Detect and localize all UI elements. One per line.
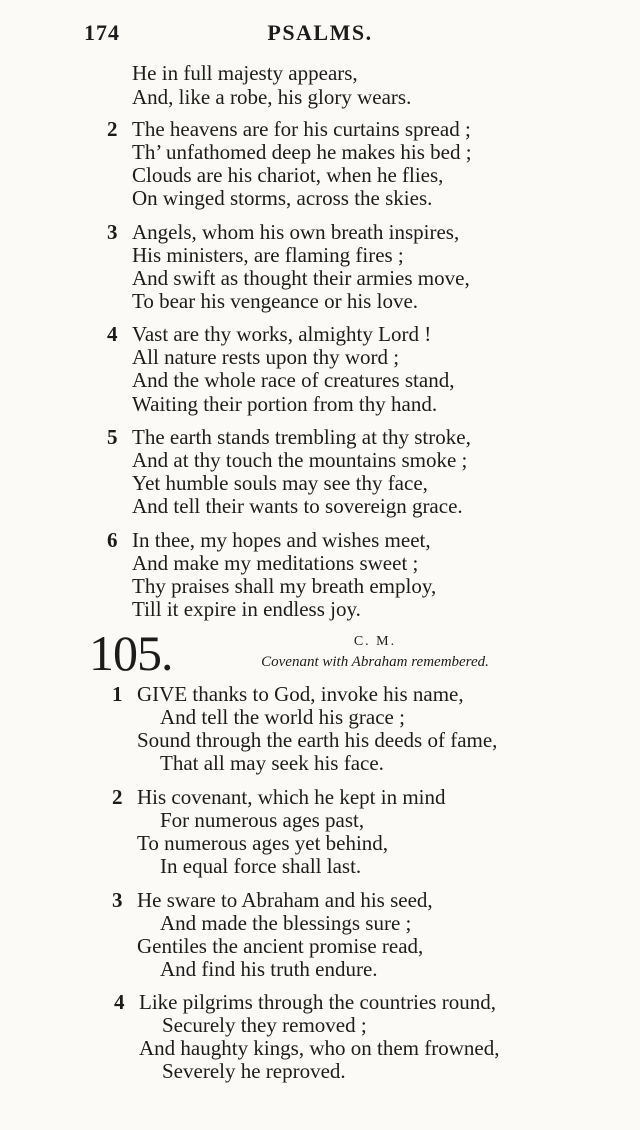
verse-line: And swift as thought their armies move, [132, 266, 470, 290]
verse-line: All nature rests upon thy word ; [132, 345, 400, 369]
verse-line: On winged storms, across the skies. [132, 186, 433, 210]
verse-line: And find his truth endure. [160, 957, 378, 981]
verse-line: And make my meditations sweet ; [132, 551, 419, 575]
verse-line: The heavens are for his curtains spread ; [132, 117, 471, 141]
stanza-number: 4 [107, 322, 118, 346]
page-header [0, 20, 640, 50]
verse-line: Clouds are his chariot, when he flies, [132, 163, 444, 187]
hymn-number: 105. [89, 625, 173, 681]
verse-line: For numerous ages past, [160, 808, 365, 832]
verse-line: To bear his vengeance or his love. [132, 289, 419, 313]
verse-line: Thy praises shall my breath employ, [132, 574, 437, 598]
verse-line: He in full majesty appears, [132, 61, 358, 85]
verse-line: Angels, whom his own breath inspires, [132, 220, 460, 244]
stanza-number: 3 [107, 220, 118, 244]
verse-line: Waiting their portion from thy hand. [132, 392, 438, 416]
hymn-title: Covenant with Abraham remembered. [261, 654, 489, 670]
stanza-number: 2 [107, 117, 118, 141]
verse-line: Th’ unfathomed deep he makes his bed ; [132, 140, 472, 164]
verse-line: Severely he reproved. [162, 1059, 346, 1083]
stanza-number: 2 [112, 785, 123, 809]
verse-line: And made the blessings sure ; [160, 911, 412, 935]
stanza-number: 6 [107, 528, 118, 552]
verse-line: And, like a robe, his glory wears. [132, 85, 412, 109]
verse-line: Sound through the earth his deeds of fame, [137, 728, 498, 752]
verse-line: Like pilgrims through the countries round, [139, 990, 496, 1014]
verse-line: The earth stands trembling at thy stroke, [132, 425, 471, 449]
running-title: PSALMS. [267, 20, 373, 45]
verse-line: Gentiles the ancient promise read, [137, 934, 424, 958]
verse-line: He sware to Abraham and his seed, [137, 888, 433, 912]
verse-line: His covenant, which he kept in mind [137, 785, 446, 809]
verse-line: Securely they removed ; [162, 1013, 367, 1037]
verse-line: Vast are thy works, almighty Lord ! [132, 322, 432, 346]
stanza-number: 4 [114, 990, 125, 1014]
verse-line: And at thy touch the mountains smoke ; [132, 448, 468, 472]
page-number: 174 [84, 20, 120, 45]
verse-line: And the whole race of creatures stand, [132, 368, 455, 392]
verse-line: GIVE thanks to God, invoke his name, [137, 682, 464, 706]
verse-line: Yet humble souls may see thy face, [132, 471, 428, 495]
verse-line: And tell their wants to sovereign grace. [132, 494, 463, 518]
verse-line: That all may seek his face. [160, 751, 384, 775]
stanza-number: 3 [112, 888, 123, 912]
verse-line: Till it expire in endless joy. [132, 597, 361, 621]
verse-line: To numerous ages yet behind, [137, 831, 389, 855]
hymn-meter: C. M. [353, 634, 397, 649]
verse-line: In equal force shall last. [160, 854, 362, 878]
verse-line: In thee, my hopes and wishes meet, [132, 528, 431, 552]
verse-line: And haughty kings, who on them frowned, [139, 1036, 500, 1060]
stanza-number: 1 [112, 682, 123, 706]
verse-line: And tell the world his grace ; [160, 705, 405, 729]
verse-line: His ministers, are flaming fires ; [132, 243, 404, 267]
stanza-number: 5 [107, 425, 118, 449]
